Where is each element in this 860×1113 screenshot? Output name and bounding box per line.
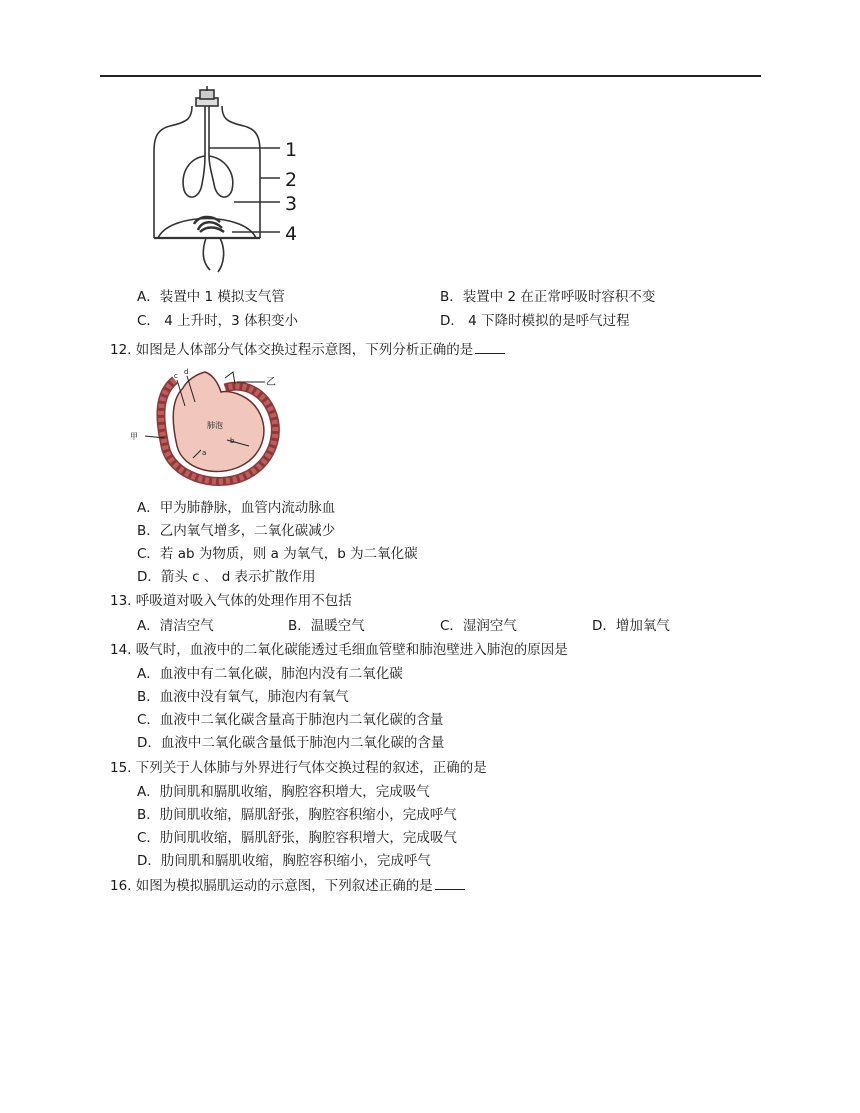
answer-blank bbox=[475, 341, 505, 354]
answer-blank bbox=[435, 877, 465, 890]
q12-stem bbox=[110, 341, 505, 359]
fig12-label-c: c bbox=[174, 372, 178, 380]
fig12-label-alveolus: 肺泡 bbox=[207, 421, 223, 430]
q14-option-a: A．血液中有二氧化碳，肺泡内没有二氧化碳 bbox=[137, 666, 403, 682]
fig11-label-3: 3 bbox=[285, 193, 298, 215]
q13-option-c: C．湿润空气 bbox=[440, 618, 517, 634]
q11-option-d: D． 4 下降时模拟的是呼气过程 bbox=[440, 313, 630, 329]
q12-option-c: C．若 ab 为物质，则 a 为氧气，b 为二氧化碳 bbox=[137, 546, 418, 562]
q11-option-b: B．装置中 2 在正常呼吸时容积不变 bbox=[440, 289, 656, 305]
q14-stem: 14. 吸气时，血液中的二氧化碳能透过毛细血管壁和肺泡壁进入肺泡的原因是 bbox=[110, 642, 568, 658]
q13-option-b: B．温暖空气 bbox=[288, 618, 365, 634]
q14-option-d: D．血液中二氧化碳含量低于肺泡内二氧化碳的含量 bbox=[137, 735, 445, 751]
q16-stem bbox=[110, 877, 465, 895]
q15-option-c: C．肋间肌收缩，膈肌舒张，胸腔容积增大，完成吸气 bbox=[137, 830, 457, 846]
fig12-label-jia: 甲 bbox=[130, 432, 138, 441]
q15-option-a: A．肋间肌和膈肌收缩，胸腔容积增大，完成吸气 bbox=[137, 784, 430, 800]
q15-option-d: D．肋间肌和膈肌收缩，胸腔容积缩小，完成呼气 bbox=[137, 853, 431, 869]
fig11-label-2: 2 bbox=[285, 169, 298, 191]
q15-stem: 15. 下列关于人体肺与外界进行气体交换过程的叙述，正确的是 bbox=[110, 760, 487, 776]
q12-option-a: A．甲为肺静脉，血管内流动脉血 bbox=[137, 500, 336, 516]
q16-stem-text: 16. 如图为模拟膈肌运动的示意图，下列叙述正确的是 bbox=[110, 878, 433, 894]
q12-stem-text: 12. 如图是人体部分气体交换过程示意图，下列分析正确的是 bbox=[110, 342, 474, 358]
fig11-label-1: 1 bbox=[285, 139, 298, 161]
fig12-label-a: a bbox=[202, 449, 207, 457]
q12-option-d: D．箭头 c 、 d 表示扩散作用 bbox=[137, 569, 316, 585]
header-rule bbox=[100, 75, 761, 77]
q14-option-b: B．血液中没有氧气，肺泡内有氧气 bbox=[137, 689, 349, 705]
q13-stem: 13. 呼吸道对吸入气体的处理作用不包括 bbox=[110, 593, 352, 609]
fig11-label-4: 4 bbox=[285, 223, 298, 245]
q13-option-a: A．清洁空气 bbox=[137, 618, 214, 634]
q13-option-d: D．增加氧气 bbox=[592, 618, 670, 634]
q11-option-c: C． 4 上升时，3 体积变小 bbox=[137, 313, 298, 329]
fig12-label-b: b bbox=[230, 437, 235, 445]
fig12-label-yi: 乙 bbox=[266, 377, 276, 388]
q12-option-b: B．乙内氧气增多，二氧化碳减少 bbox=[137, 523, 336, 539]
q14-option-c: C．血液中二氧化碳含量高于肺泡内二氧化碳的含量 bbox=[137, 712, 444, 728]
fig12-label-d: d bbox=[184, 368, 189, 376]
q15-option-b: B．肋间肌收缩，膈肌舒张，胸腔容积缩小，完成呼气 bbox=[137, 807, 457, 823]
q11-option-a: A．装置中 1 模拟支气管 bbox=[137, 289, 285, 305]
